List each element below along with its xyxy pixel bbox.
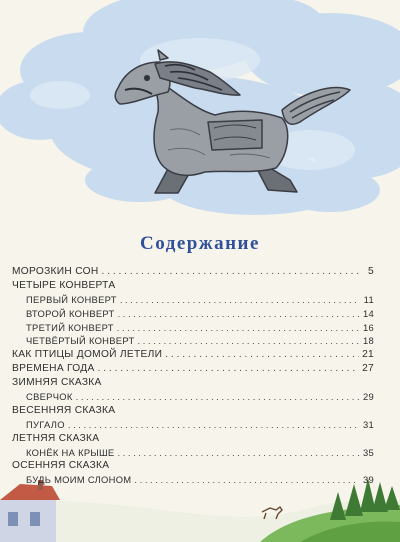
toc-entry[interactable] bbox=[12, 418, 374, 432]
toc-entry-page: 31 bbox=[362, 418, 374, 430]
toc-entry[interactable] bbox=[12, 404, 374, 418]
toc-entry-page: 27 bbox=[362, 363, 374, 375]
toc-entry-title: ЗИМНЯЯ СКАЗКА bbox=[12, 377, 102, 389]
toc-entry[interactable] bbox=[12, 446, 374, 460]
toc-entry-title: БУДЬ МОИМ СЛОНОМ bbox=[26, 474, 132, 486]
toc-entry[interactable] bbox=[12, 390, 374, 404]
dot-leader bbox=[117, 446, 359, 460]
toc-entry[interactable] bbox=[12, 279, 374, 293]
toc-entry-title: ЧЕТВЁРТЫЙ КОНВЕРТ bbox=[26, 335, 135, 347]
toc-entry-title: ЛЕТНЯЯ СКАЗКА bbox=[12, 432, 100, 444]
toc-entry-title: СВЕРЧОК bbox=[26, 391, 73, 403]
toc-entry-title: ВЕСЕННЯЯ СКАЗКА bbox=[12, 404, 116, 416]
toc-entry-title: ОСЕННЯЯ СКАЗКА bbox=[12, 460, 110, 472]
toc-entry-page: 39 bbox=[362, 474, 374, 486]
toc-entry-page: 14 bbox=[362, 307, 374, 319]
dot-leader bbox=[138, 334, 359, 348]
toc-entry[interactable] bbox=[12, 376, 374, 390]
toc-entry-page: 16 bbox=[362, 321, 374, 333]
toc-entry[interactable] bbox=[12, 459, 374, 473]
dot-leader bbox=[117, 321, 359, 335]
toc-entry[interactable] bbox=[12, 432, 374, 446]
toc-entry[interactable] bbox=[12, 334, 374, 348]
toc-entry-page: 18 bbox=[362, 335, 374, 347]
dot-leader bbox=[120, 293, 359, 307]
dot-leader bbox=[118, 307, 359, 321]
dot-leader bbox=[76, 390, 359, 404]
toc-entry-title: МОРОЗКИН СОН bbox=[12, 266, 99, 277]
toc-entry-title: ПУГАЛО bbox=[26, 418, 65, 430]
toc-entry[interactable] bbox=[12, 362, 374, 376]
toc-entry-title: ТРЕТИЙ КОНВЕРТ bbox=[26, 321, 114, 333]
dot-leader bbox=[134, 473, 359, 487]
toc-entry-page: 29 bbox=[362, 391, 374, 403]
toc-entry-title: ВТОРОЙ КОНВЕРТ bbox=[26, 307, 115, 319]
dot-leader bbox=[102, 265, 359, 279]
toc-entry-page: 35 bbox=[362, 446, 374, 458]
house-illustration bbox=[0, 480, 60, 542]
toc-entry-title: КАК ПТИЦЫ ДОМОЙ ЛЕТЕЛИ bbox=[12, 349, 163, 361]
toc-entry-page: 21 bbox=[362, 349, 374, 361]
toc-entry[interactable] bbox=[12, 307, 374, 321]
table-of-contents bbox=[12, 265, 374, 487]
contents-title: Содержание bbox=[140, 233, 260, 254]
toc-entry[interactable] bbox=[12, 321, 374, 335]
dot-leader bbox=[68, 418, 359, 432]
toc-entry-page: 11 bbox=[363, 293, 374, 305]
toc-entry[interactable] bbox=[12, 473, 374, 487]
toc-entry[interactable] bbox=[12, 348, 374, 362]
toc-entry-page: 5 bbox=[368, 266, 374, 277]
toc-entry-title: ЧЕТЫРЕ КОНВЕРТА bbox=[12, 279, 116, 291]
landscape-illustration bbox=[0, 478, 400, 542]
dot-leader bbox=[165, 348, 359, 362]
toc-entry[interactable] bbox=[12, 265, 374, 279]
toc-entry-title: КОНЁК НА КРЫШЕ bbox=[26, 446, 115, 458]
toc-entry-title: ПЕРВЫЙ КОНВЕРТ bbox=[26, 293, 117, 305]
toc-entry[interactable] bbox=[12, 293, 374, 307]
toc-entry-title: ВРЕМЕНА ГОДА bbox=[12, 363, 95, 375]
dot-leader bbox=[98, 362, 359, 376]
